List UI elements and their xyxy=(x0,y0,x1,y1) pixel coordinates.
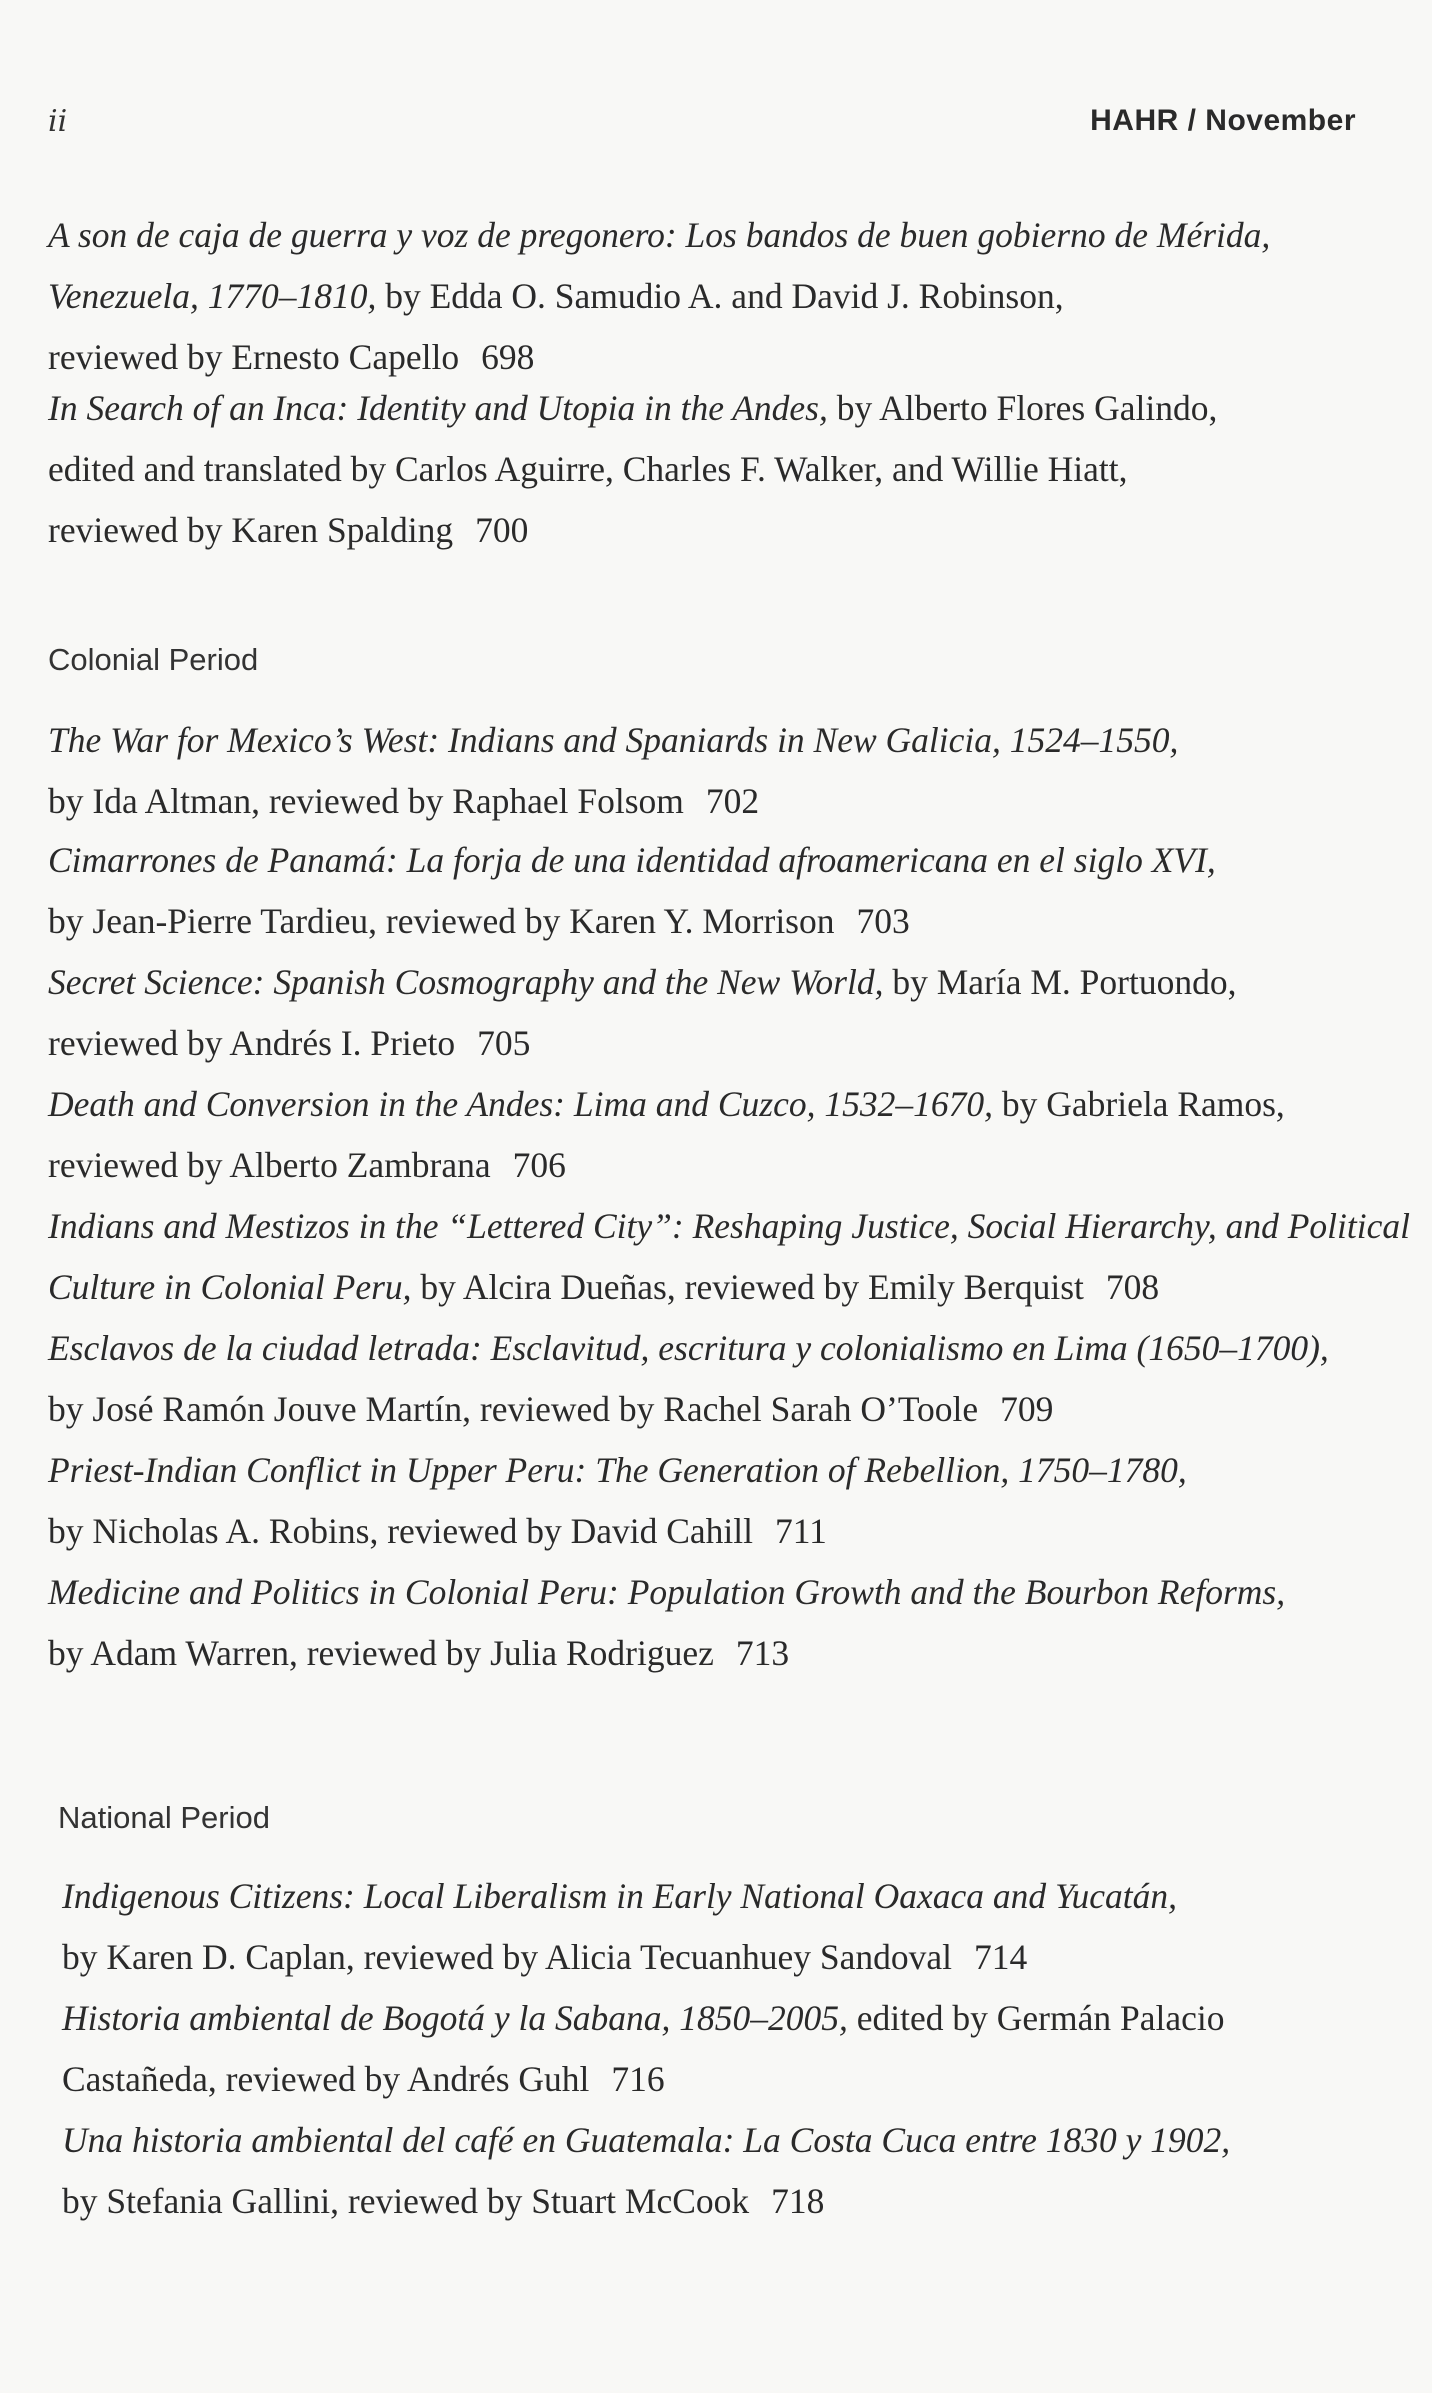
review-entry xyxy=(48,1440,1187,1562)
entry-text: by Karen D. Caplan, reviewed by Alicia Tecuanhuey Sandoval xyxy=(62,1937,952,1977)
page-number: 706 xyxy=(512,1145,566,1185)
review-entry xyxy=(62,2110,1230,2232)
entry-text: by Nicholas A. Robins, reviewed by David Cahill xyxy=(48,1511,753,1551)
review-entry xyxy=(62,1988,1224,2110)
reviewer-text: reviewed by Ernesto Capello xyxy=(48,337,460,377)
page-number: 705 xyxy=(477,1023,531,1063)
page-number: 718 xyxy=(771,2181,825,2221)
book-title: Death and Conversion in the Andes: Lima and Cuzco, 1532–1670, xyxy=(48,1084,993,1124)
entry-text: by Adam Warren, reviewed by Julia Rodriguez xyxy=(48,1633,714,1673)
entry-text: edited and translated by Carlos Aguirre, Charles F. Walker, and Willie Hiatt, xyxy=(48,449,1128,489)
review-entry xyxy=(48,1562,1285,1684)
book-title: Secret Science: Spanish Cosmography and the New World, xyxy=(48,962,884,1002)
entry-text: by Edda O. Samudio A. and David J. Robinson, xyxy=(376,276,1064,316)
review-entry xyxy=(48,1318,1329,1440)
book-title: Esclavos de la ciudad letrada: Esclavitud, escritura y colonialismo en Lima (1650–1700), xyxy=(48,1328,1329,1368)
section-heading-national: National Period xyxy=(58,1800,270,1835)
entry-text: by Ida Altman, reviewed by Raphael Folsom xyxy=(48,781,684,821)
page-number: 709 xyxy=(1000,1389,1054,1429)
reviewer-text: reviewed by Andrés I. Prieto xyxy=(48,1023,456,1063)
entry-text: by Gabriela Ramos, xyxy=(992,1084,1285,1124)
book-title: In Search of an Inca: Identity and Utopia in the Andes, xyxy=(48,388,828,428)
book-title: Una historia ambiental del café en Guatemala: La Costa Cuca entre 1830 y 1902, xyxy=(62,2120,1231,2160)
reviewer-text: reviewed by Alberto Zambrana xyxy=(48,1145,491,1185)
entry-text: by María M. Portuondo, xyxy=(883,962,1237,1002)
review-entry xyxy=(48,1196,1410,1318)
review-entry xyxy=(48,830,1216,952)
book-title: Cimarrones de Panamá: La forja de una identidad afroamericana en el siglo XVI, xyxy=(48,840,1216,880)
folio: ii xyxy=(48,104,68,139)
book-title: Medicine and Politics in Colonial Peru: Population Growth and the Bourbon Reforms, xyxy=(48,1572,1286,1612)
book-title: Culture in Colonial Peru, xyxy=(48,1267,412,1307)
book-title: Priest-Indian Conflict in Upper Peru: The Generation of Rebellion, 1750–1780, xyxy=(48,1450,1187,1490)
entry-text: Castañeda, reviewed by Andrés Guhl xyxy=(62,2059,590,2099)
page-number: 714 xyxy=(974,1937,1028,1977)
review-entry xyxy=(48,378,1217,561)
book-title: The War for Mexico’s West: Indians and Spaniards in New Galicia, 1524–1550, xyxy=(48,720,1179,760)
review-entry xyxy=(48,710,1178,832)
book-title: Historia ambiental de Bogotá y la Sabana, 1850–2005, xyxy=(62,1998,848,2038)
book-title: A son de caja de guerra y voz de pregonero: Los bandos de buen gobierno de Mérida, xyxy=(48,215,1271,255)
review-entry xyxy=(48,1074,1285,1196)
review-entry xyxy=(48,205,1270,388)
page-number: 698 xyxy=(481,337,535,377)
entry-text: by Stefania Gallini, reviewed by Stuart McCook xyxy=(62,2181,750,2221)
entry-text: by Jean-Pierre Tardieu, reviewed by Karen Y. Morrison xyxy=(48,901,835,941)
reviewer-text: reviewed by Karen Spalding xyxy=(48,510,454,550)
page-number: 700 xyxy=(475,510,529,550)
page-number: 702 xyxy=(705,781,760,821)
entry-text: by José Ramón Jouve Martín, reviewed by Rachel Sarah O’Toole xyxy=(48,1389,979,1429)
entry-text: by Alcira Dueñas, reviewed by Emily Berquist xyxy=(411,1267,1084,1307)
page-number: 703 xyxy=(856,901,910,941)
page-number: 708 xyxy=(1105,1267,1160,1307)
running-head: HAHR / November xyxy=(1090,104,1356,137)
book-title: Venezuela, 1770–1810, xyxy=(48,276,377,316)
page-number: 711 xyxy=(774,1511,827,1551)
entry-text: edited by Germán Palacio xyxy=(847,1998,1225,2038)
review-entry xyxy=(48,952,1236,1074)
book-title: Indigenous Citizens: Local Liberalism in Early National Oaxaca and Yucatán, xyxy=(62,1876,1177,1916)
page-number: 716 xyxy=(611,2059,665,2099)
book-title: Indians and Mestizos in the “Lettered City”: Reshaping Justice, Social Hierarchy, and Political xyxy=(48,1206,1410,1246)
entry-text: by Alberto Flores Galindo, xyxy=(827,388,1218,428)
review-entry xyxy=(62,1866,1177,1988)
page-number: 713 xyxy=(735,1633,790,1673)
section-heading-colonial: Colonial Period xyxy=(48,642,259,677)
